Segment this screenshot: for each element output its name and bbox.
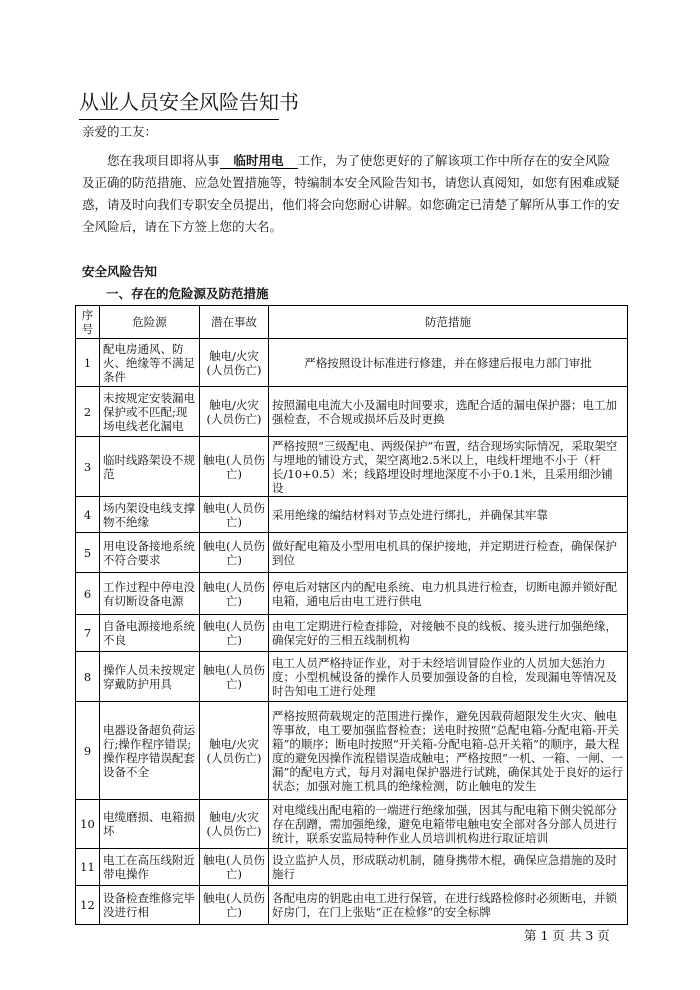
row-hazard: 操作人员未按规定穿戴防护用具 [100,652,200,702]
subsection-title: 一、存在的危险源及防范措施 [106,286,269,301]
table-row [76,652,628,702]
table-row [76,497,628,533]
row-no: 8 [76,652,100,702]
row-accident: 触电(人员伤亡) [200,615,269,652]
row-hazard: 未按规定安装漏电保护或不匹配;现场电线老化漏电 [100,387,200,437]
row-accident: 触电/火灾(人员伤亡) [200,339,269,387]
row-measures: 对电缆线出配电箱的一端进行绝缘加强，因其与配电箱下侧尖锐部分存在刮蹭，需加强绝缘，避免电箱带电触电安全部对各分部人员进行统计，联系安监局特种作业人员培训机构进行取证培训 [269,800,628,849]
row-accident: 触电(人员伤亡) [200,533,269,573]
row-no: 4 [76,497,100,533]
table-row [76,339,628,387]
row-hazard: 电工在高压线附近带电操作 [100,849,200,886]
row-accident: 触电(人员伤亡) [200,497,269,533]
row-measures: 各配电房的钥匙由电工进行保管，在进行线路检修时必须断电，并锁好房门，在门上张贴“正在检修”的安全标牌 [269,886,628,925]
table-row [76,437,628,497]
page-footer: 第 1 页 共 3 页 [524,928,610,943]
risk-table [75,305,628,925]
row-accident: 触电(人员伤亡) [200,573,269,615]
row-measures: 做好配电箱及小型用电机具的保护接地，并定期进行检查，确保保护到位 [269,533,628,573]
table-row [76,615,628,652]
row-accident: 触电(人员伤亡) [200,886,269,925]
row-measures: 严格按照设计标准进行修建，并在修建后报电力部门审批 [269,339,628,387]
row-accident: 触电(人员伤亡) [200,652,269,702]
row-measures: 严格按照荷载规定的范围进行操作，避免因载荷超限发生火灾、触电等事故，电工要加强监督检查；送电时按照“总配电箱-分配电箱-开关箱”的顺序；断电时按照“开关箱-分配电箱-总开关箱”的顺序，最大程度的避免因操作流程错误造成触电；严格按照“一机、一箱、一闸、一漏”的配电方式，每月对漏电保护器进行试跳，确保其处于良好的运行状态；加强对施工机具的绝缘检测，防止触电的发生 [269,702,628,800]
row-no: 5 [76,533,100,573]
row-hazard: 电缆磨损、电箱损坏 [100,800,200,849]
row-hazard: 用电设备接地系统不符合要求 [100,533,200,573]
row-hazard: 配电房通风、防火、绝缘等不满足条件 [100,339,200,387]
row-no: 2 [76,387,100,437]
row-accident: 触电/火灾(人员伤亡) [200,800,269,849]
row-no: 12 [76,886,100,925]
row-no: 6 [76,573,100,615]
table-header-row [76,306,628,339]
row-measures: 按照漏电电流大小及漏电时间要求，选配合适的漏电保护器；电工加强检查，不合规或损坏后及时更换 [269,387,628,437]
row-no: 9 [76,702,100,800]
row-hazard: 场内架设电线支撑物不绝缘 [100,497,200,533]
row-hazard: 临时线路架设不规范 [100,437,200,497]
row-hazard: 自备电源接地系统不良 [100,615,200,652]
intro-paragraph [82,150,622,238]
row-measures: 采用绝缘的编结材料对节点处进行绑扎，并确保其牢靠 [269,497,628,533]
row-accident: 触电/火灾(人员伤亡) [200,387,269,437]
section-title: 安全风险告知 [82,264,158,279]
row-measures: 严格按照“三级配电、两级保护”布置，结合现场实际情况，采取架空与埋地的铺设方式，架空离地2.5米以上，电线杆埋地不小于（杆长/10+0.5）米；线路埋设时埋地深度不小于0.1米，且采用细沙铺设 [269,437,628,497]
row-accident: 触电(人员伤亡) [200,437,269,497]
row-accident: 触电(人员伤亡) [200,849,269,886]
header-hazard: 危险源 [100,306,200,339]
greeting: 亲爱的工友： [82,124,158,139]
table-row [76,387,628,437]
row-accident: 触电/火灾(人员伤亡) [200,702,269,800]
table-row [76,533,628,573]
row-measures: 电工人员严格持证作业，对于未经培训冒险作业的人员加大惩治力度；小型机械设备的操作人员要加强设备的自检，发现漏电等情况及时告知电工进行处理 [269,652,628,702]
row-no: 7 [76,615,100,652]
row-measures: 由电工定期进行检查排险，对接触不良的线板、接头进行加强绝缘，确保完好的三相五线制机构 [269,615,628,652]
row-measures: 设立监护人员，形成联动机制，随身携带木棍，确保应急措施的及时施行 [269,849,628,886]
row-hazard: 工作过程中停电没有切断设备电源 [100,573,200,615]
header-no: 序号 [76,306,100,339]
row-hazard: 电器设备超负荷运行;操作程序错误;操作程序错误配套设备不全 [100,702,200,800]
row-measures: 停电后对辖区内的配电系统、电力机具进行检查，切断电源并锁好配电箱，通电后由电工进行供电 [269,573,628,615]
row-hazard: 设备检查维修完毕没进行相 [100,886,200,925]
job-field: 临时用电 [220,154,298,169]
intro-before: 您在我项目即将从事 [107,153,220,168]
table-row [76,702,628,800]
row-no: 11 [76,849,100,886]
row-no: 3 [76,437,100,497]
row-no: 1 [76,339,100,387]
table-row [76,800,628,849]
table-row [76,849,628,886]
header-accident: 潜在事故 [200,306,269,339]
header-measures: 防范措施 [269,306,628,339]
row-no: 10 [76,800,100,849]
table-row [76,573,628,615]
intro-after: 工作，为了使您更好的了解该项工作中所存在的安全风险及正确的防范措施、应急处置措施等，特编制本安全风险告知书，请您认真阅知，如您有困难或疑惑，请及时向我们专职安全员提出，他们将会向您耐心讲解。如您确定已清楚了解所从事工作的安全风险后，请在下方签上您的大名。 [82,153,620,234]
document-title: 从业人员安全风险告知书 [79,86,279,120]
table-row [76,886,628,925]
